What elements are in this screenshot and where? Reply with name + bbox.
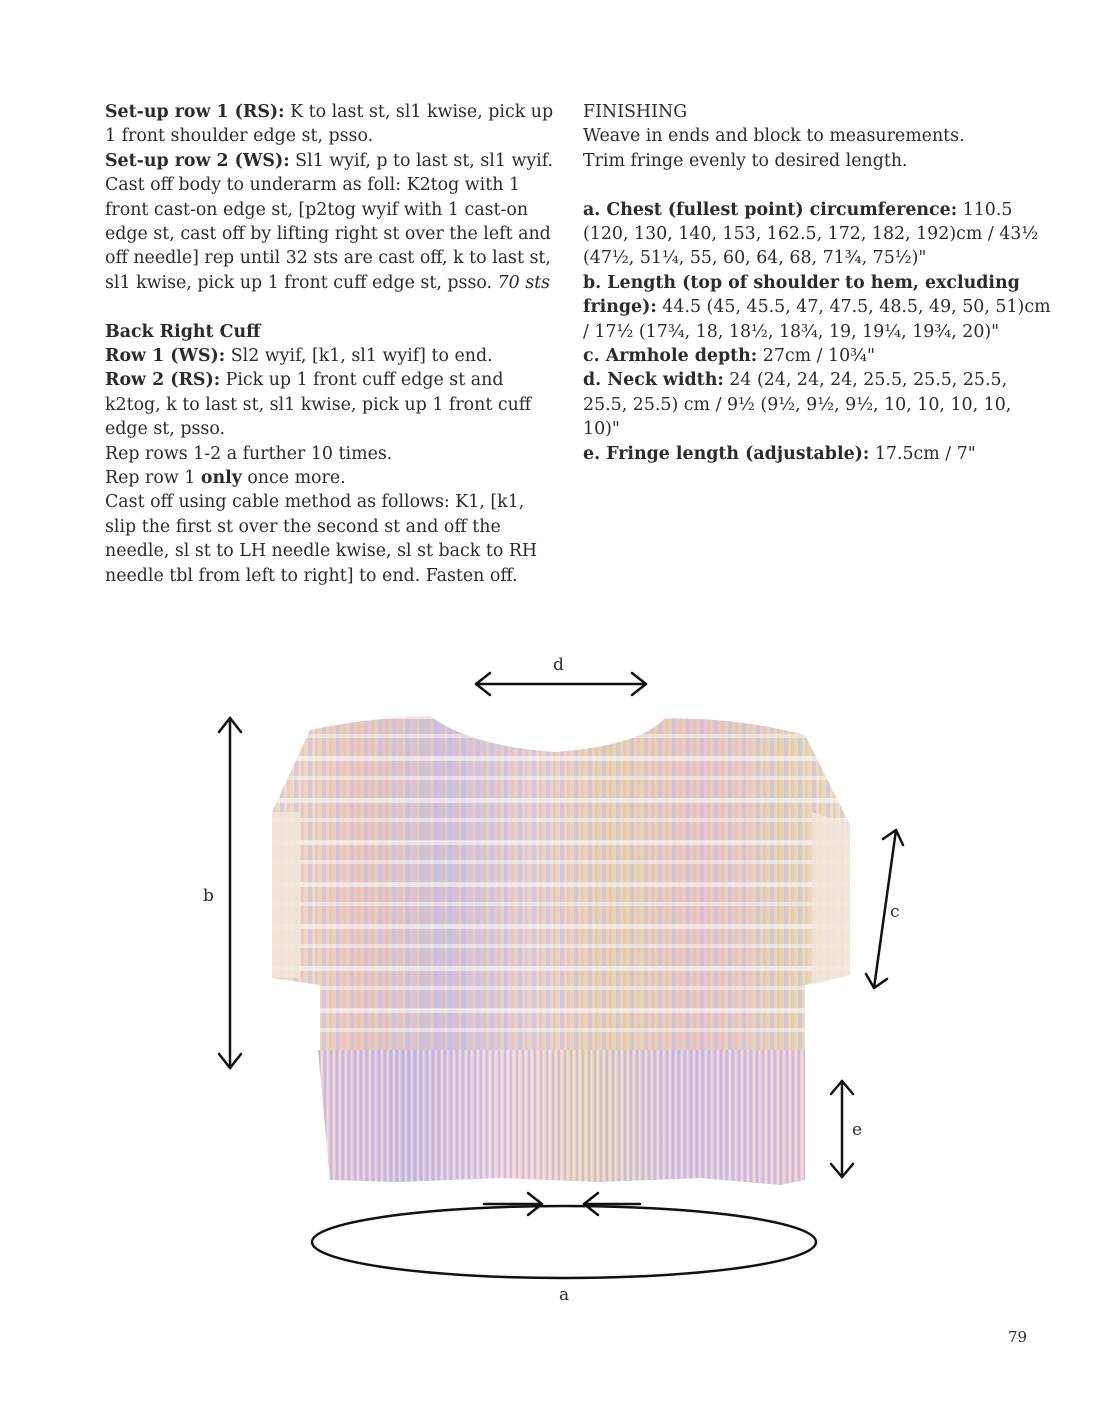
fringe-length-arrow [831, 1081, 853, 1177]
measurement-c: c. Armhole depth: 27cm / 10¾" [583, 346, 876, 367]
setup-row-1: Set-up row 1 (RS): K to last st, sl1 kwise, pick up 1 front shoulder edge st, psso. [105, 102, 554, 147]
measurement-e: e. Fringe length (adjustable): 17.5cm / 7" [583, 443, 976, 464]
diagram-label-c: c [890, 902, 900, 922]
instructions-column [105, 100, 555, 588]
repeat-row-1: Rep row 1 only once more. [105, 468, 346, 489]
finishing-line-1: Weave in ends and block to measurements. [583, 126, 965, 147]
cast-off-cable: Cast off using cable method as follows: K1, [k1, slip the first st over the second st and off the needle, sl st to LH needle kwise, sl st back to RH needle tbl from left to right] to end. Fasten off. [105, 492, 538, 586]
finishing-column [583, 100, 1053, 466]
garment-photo [272, 716, 850, 1185]
diagram-label-b: b [203, 886, 214, 906]
cuff-row-2: Row 2 (RS): Pick up 1 front cuff edge st and k2tog, k to last st, sl1 kwise, pick up 1 front cuff edge st, psso. [105, 370, 532, 440]
repeat-rows: Rep rows 1-2 a further 10 times. [105, 443, 393, 464]
measurement-d: d. Neck width: 24 (24, 24, 24, 25.5, 25.5, 25.5, 25.5, 25.5) cm / 9½ (9½, 9½, 9½, 10, 10, 10, 10, 10)" [583, 370, 1012, 440]
setup-row-2: Set-up row 2 (WS): Sl1 wyif, p to last st, sl1 wyif. [105, 150, 554, 171]
page-number: 79 [1008, 1328, 1028, 1346]
finishing-heading: FINISHING [583, 102, 688, 122]
garment-diagram [0, 640, 1107, 1330]
finishing-line-2: Trim fringe evenly to desired length. [583, 150, 908, 171]
cuff-row-1: Row 1 (WS): Sl2 wyif, [k1, sl1 wyif] to end. [105, 346, 493, 367]
diagram-label-e: e [852, 1120, 863, 1140]
diagram-label-a: a [559, 1285, 570, 1305]
diagram-label-d: d [553, 655, 564, 675]
chest-circumference-indicator [312, 1193, 816, 1278]
cast-off-body: Cast off body to underarm as foll: K2tog with 1 front cast-on edge st, [p2tog wyif with 1 cast-on edge st, cast off by lifting right st over the left and off needle] rep until 32 sts are cast off, k to last st, sl1 kwise, pick up 1 front cuff edge st, psso. 70 sts [105, 175, 551, 293]
section-heading-back-right-cuff: Back Right Cuff [105, 321, 261, 342]
measurement-b: b. Length (top of shoulder to hem, excluding fringe): 44.5 (45, 45.5, 47, 47.5, 48.5, 49, 50, 51)cm / 17½ (17¾, 18, 18½, 18¾, 19, 19¼, 19¾, 20)" [583, 272, 1051, 342]
length-arrow [219, 718, 241, 1068]
neck-width-arrow [476, 673, 646, 695]
measurement-a: a. Chest (fullest point) circumference: 110.5 (120, 130, 140, 153, 162.5, 172, 182, 192)cm / 43½ (47½, 51¼, 55, 60, 64, 68, 71¾, 75½)" [583, 199, 1039, 269]
